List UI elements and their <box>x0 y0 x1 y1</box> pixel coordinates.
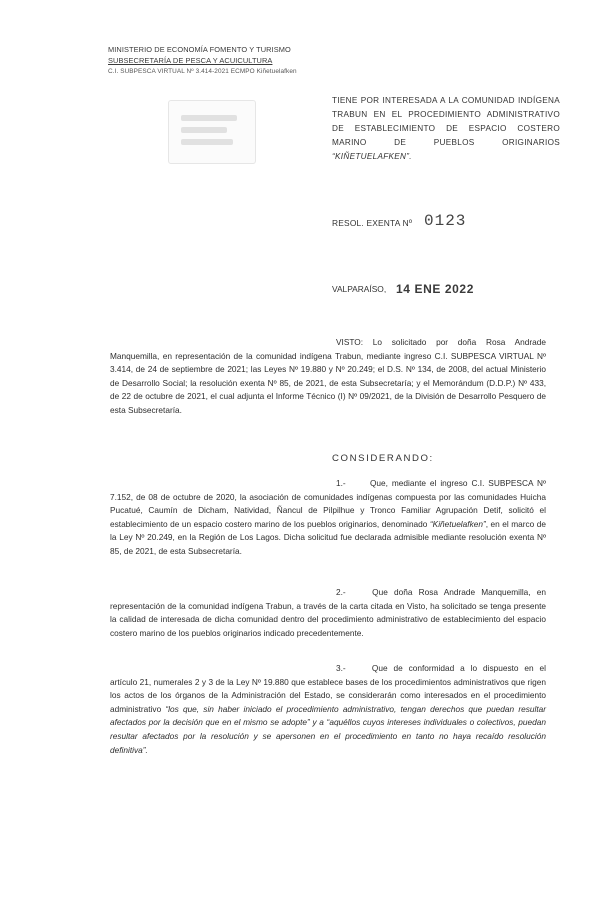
paragraph-1-number: 1.- <box>336 478 346 488</box>
paragraph-1 <box>110 477 546 559</box>
reference-line: C.I. SUBPESCA VIRTUAL Nº 3.414-2021 ECMPO Kiñetuelafken <box>108 68 297 75</box>
considerando-heading: CONSIDERANDO: <box>332 453 434 464</box>
paragraph-3-quote: “los que, sin haber iniciado el procedimiento administrativo, tengan derechos que puedan resultar afectados por la decisión que en el mismo se adopte” y a “aquéllos cuyos intereses individuales o colectivos, puedan resultar afectados por la resolución y se apersonen en el procedimiento en tanto no haya recaído resolución definitiva”. <box>110 703 546 755</box>
paragraph-2-number: 2.- <box>336 587 346 597</box>
visto-paragraph <box>110 336 546 418</box>
paragraph-3 <box>110 662 546 757</box>
resolution-title <box>332 94 560 164</box>
paragraph-1-quote: “Kiñetuelafken” <box>429 518 486 529</box>
faded-stamp <box>168 100 256 164</box>
paragraph-2 <box>110 586 546 640</box>
paragraph-2-text: Que doña Rosa Andrade Manquemilla, en representación de la comunidad indígena Trabun, a través de la carta citada en Visto, ha solicitado se tenga presente la calidad de interesada de dicha comunidad dentro del procedimiento administrativo de establecimiento del espacio costero marino de los pueblos originarios indicado precedentemente. <box>110 587 546 638</box>
title-ecmpo-name: “KIÑETUELAFKEN”. <box>332 152 412 161</box>
subsecretaria-name: SUBSECRETARÍA DE PESCA Y ACUICULTURA <box>108 56 273 65</box>
place: VALPARAÍSO, <box>332 284 387 294</box>
resolution-number: 0123 <box>424 212 467 230</box>
visto-lead: VISTO: <box>336 337 364 347</box>
resolution-label: RESOL. EXENTA Nº <box>332 218 413 228</box>
visto-text: Lo solicitado por doña Rosa Andrade Manquemilla, en representación de la comunidad indígena Trabun, mediante ingreso C.I. SUBPESCA VIRTUAL Nº 3.414, de 24 de septiembre de 2021; las Leyes Nº 19.880 y Nº 20.249; el D.S. Nº 134, de 2008, del actual Ministerio de Desarrollo Social; la resolución exenta Nº 85, de 2021, de esta Subsecretaría; y el Memorándum (D.D.P.) Nº 433, de 22 de octubre de 2021, el cual adjunta el Informe Técnico (I) Nº 09/2021, de la División de Desarrollo Pesquero de esta Subsecretaría. <box>110 337 546 415</box>
letterhead <box>108 44 338 77</box>
date-stamp: 14 ENE 2022 <box>396 282 474 296</box>
paragraph-3-number: 3.- <box>336 663 346 673</box>
title-text: TIENE POR INTERESADA A LA COMUNIDAD INDÍGENA TRABUN EN EL PROCEDIMIENTO ADMINISTRATIVO DE ESTABLECIMIENTO DE ESPACIO COSTERO MARINO DE PUEBLOS ORIGINARIOS <box>332 96 560 147</box>
paragraph-1-text: Que, mediante el ingreso C.I. SUBPESCA Nº 7.152, de 08 de octubre de 2020, la asociación de comunidades indígenas compuesta por las comunidades Huicha Pucatué, Caumín de Dicham, Natividad, Ñancul de Pilpilhue y Tronco Familiar Agrupación Detif, solicitó el establecimiento de un espacio costero marino de los pueblos originarios, denominado <box>110 478 546 529</box>
ministry-name: MINISTERIO DE ECONOMÍA FOMENTO Y TURISMO <box>108 45 291 54</box>
paragraph-3-text: Que de conformidad a lo dispuesto en el artículo 21, numerales 2 y 3 de la Ley Nº 19.880 que establece bases de los procedimientos administrativos que rigen los actos de los órganos de la Administración del Estado, se considerarán como interesados en el procedimiento administrativo <box>110 663 547 714</box>
paragraph-1-text-cont: , en el marco de la Ley Nº 20.249, en la Región de Los Lagos. Dicha solicitud fue declarada admisible mediante resolución exenta Nº 85, de 2021, de esta Subsecretaría. <box>110 518 546 556</box>
